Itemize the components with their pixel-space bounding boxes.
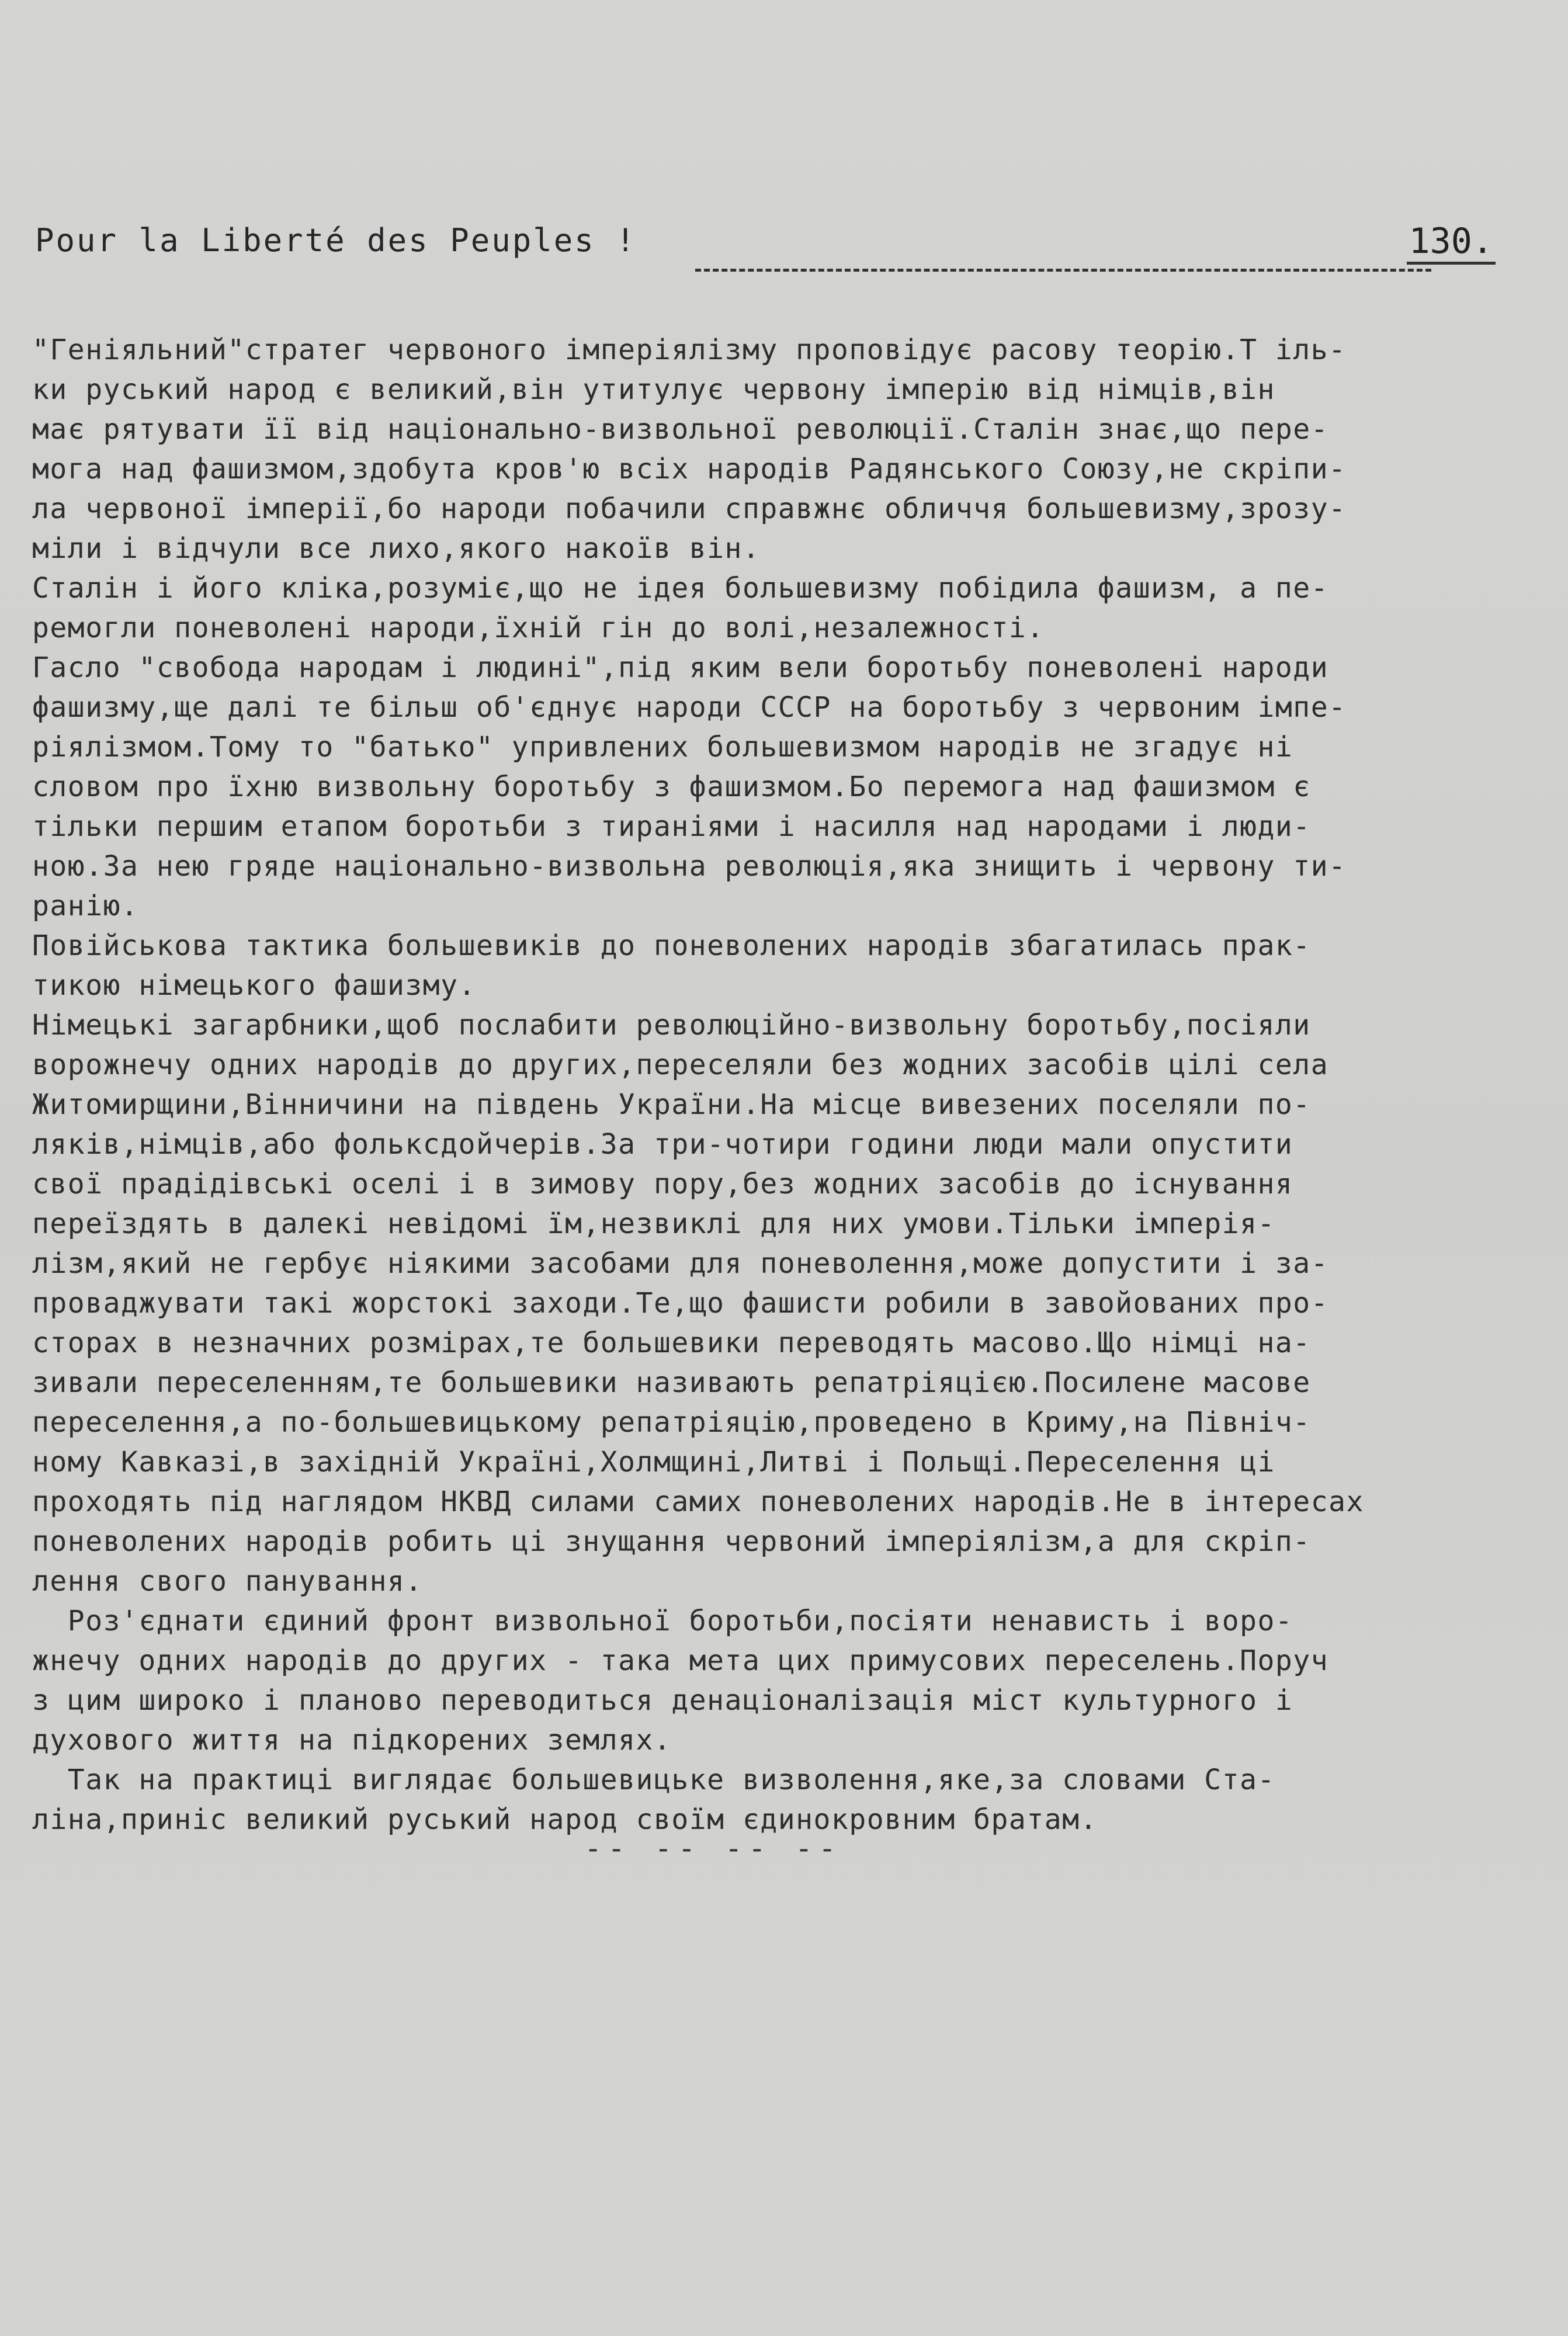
- text-line: "Геніяльний"стратег червоного імперіялізму проповідує расову теорію.Т іль-: [32, 334, 1347, 366]
- text-line: Гасло "свобода народам і людині",під яким вели боротьбу поневолені народи: [32, 651, 1329, 684]
- header-dashed-rule: [695, 269, 1431, 272]
- text-line: ріялізмом.Тому то "батько" упривлених большевизмом народів не згадує ні: [32, 731, 1293, 763]
- text-line: ки руський народ є великий,він утитулує червону імперію від німців,він: [32, 373, 1275, 406]
- page-header: [35, 216, 1496, 280]
- text-line: Житомирщини,Вінничини на південь України.На місце вивезених поселяли по-: [32, 1088, 1311, 1121]
- text-line: ла червоної імперії,бо народи побачили справжнє обличчя большевизму,зрозу-: [32, 492, 1347, 525]
- text-line: поневолених народів робить ці знущання червоний імперіялізм,а для скріп-: [32, 1525, 1311, 1558]
- text-line: сторах в незначних розмірах,те большевики переводять масово.Що німці на-: [32, 1327, 1311, 1359]
- text-line: мога над фашизмом,здобута кров'ю всіх народів Радянського Союзу,не скріпи-: [32, 453, 1347, 485]
- text-line: ному Кавказі,в західній Україні,Холмщині,Литві і Польщі.Переселення ці: [32, 1446, 1275, 1478]
- text-line: лізм,який не гербує ніякими засобами для поневолення,може допустити і за-: [32, 1247, 1329, 1280]
- text-line: міли і відчули все лихо,якого накоїв він.: [32, 532, 761, 565]
- text-line: проваджувати такі жорстокі заходи.Те,що фашисти робили в завойованих про-: [32, 1287, 1329, 1320]
- text-line: Роз'єднати єдиний фронт визвольної боротьби,посіяти ненависть і воро-: [32, 1605, 1293, 1637]
- text-line: тикою німецького фашизму.: [32, 969, 476, 1002]
- body-text: [32, 330, 1551, 1839]
- text-line: Так на практиці виглядає большевицьке визволення,яке,за словами Ста-: [32, 1764, 1275, 1796]
- text-line: Повійськова тактика большевиків до поневолених народів збагатилась прак-: [32, 929, 1311, 962]
- text-line: ліна,приніс великий руський народ своїм єдинокровним братам.: [32, 1803, 1098, 1836]
- text-line: фашизму,ще далі те більш об'єднує народи СССР на боротьбу з червоним імпе-: [32, 691, 1347, 724]
- text-line: зивали переселенням,те большевики називають репатріяцією.Посилене масове: [32, 1366, 1311, 1399]
- document-title: Pour la Liberté des Peuples !: [35, 222, 637, 259]
- text-line: має рятувати її від національно-визвольної революції.Сталін знає,що пере-: [32, 413, 1329, 446]
- text-line: з цим широко і планово переводиться денаціоналізація міст культурного і: [32, 1684, 1293, 1717]
- text-line: Німецькі загарбники,щоб послабити революційно-визвольну боротьбу,посіяли: [32, 1009, 1311, 1042]
- text-line: переселення,а по-большевицькому репатріяцію,проведено в Криму,на Північ-: [32, 1406, 1311, 1439]
- closing-dashes: -- -- -- --: [584, 1831, 842, 1865]
- text-line: ляків,німців,або фольксдойчерів.За три-чотири години люди мали опустити: [32, 1128, 1293, 1161]
- text-line: словом про їхню визвольну боротьбу з фашизмом.Бо перемога над фашизмом є: [32, 770, 1311, 803]
- text-line: ворожнечу одних народів до других,переселяли без жодних засобів цілі села: [32, 1049, 1329, 1081]
- text-line: переїздять в далекі невідомі їм,незвиклі для них умови.Тільки імперія-: [32, 1207, 1275, 1240]
- text-line: тільки першим етапом боротьби з тираніями і насилля над народами і люди-: [32, 810, 1311, 843]
- page-number: 130.: [1407, 221, 1496, 265]
- text-line: духового життя на підкорених землях.: [32, 1724, 672, 1757]
- text-line: жнечу одних народів до других - така мета цих примусових переселень.Поруч: [32, 1644, 1329, 1677]
- text-line: ною.За нею гряде національно-визвольна революція,яка знищить і червону ти-: [32, 850, 1347, 883]
- text-line: ранію.: [32, 890, 139, 922]
- text-line: Сталін і його кліка,розуміє,що не ідея большевизму побідила фашизм, а пе-: [32, 572, 1329, 605]
- text-line: проходять під наглядом НКВД силами самих поневолених народів.Не в інтересах: [32, 1485, 1364, 1518]
- text-line: свої прадідівські оселі і в зимову пору,без жодних засобів до існування: [32, 1168, 1293, 1200]
- text-line: ремогли поневолені народи,їхній гін до волі,незалежності.: [32, 612, 1045, 644]
- text-line: лення свого панування.: [32, 1565, 423, 1598]
